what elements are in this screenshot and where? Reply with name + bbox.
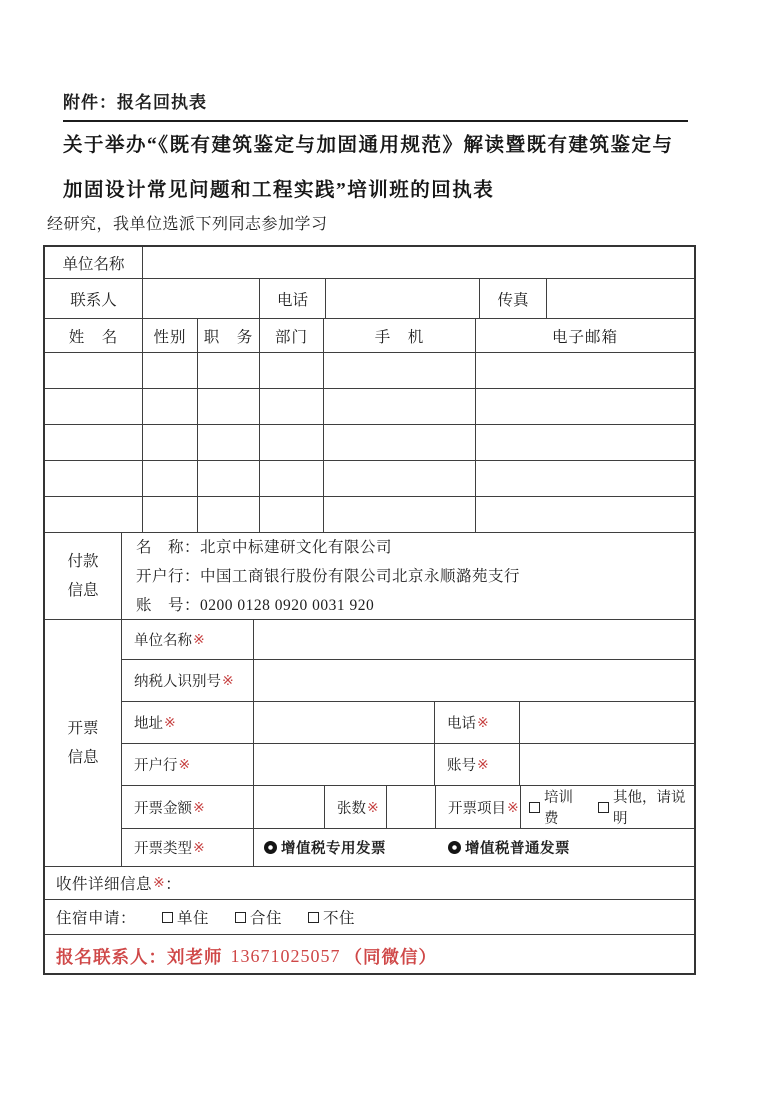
required-mark: ※	[193, 631, 205, 647]
empty-cell	[143, 461, 198, 496]
required-mark: ※	[193, 839, 205, 855]
invoice-count-input-cell	[387, 786, 436, 828]
contact-name: 报名联系人：刘老师	[56, 946, 223, 967]
label-text: 纳税人识别号	[134, 674, 221, 690]
doc-title-line1: 关于举办“《既有建筑鉴定与加固通用规范》解读暨既有建筑鉴定与	[63, 135, 674, 156]
registration-table	[43, 245, 696, 975]
checkbox-icon	[308, 912, 319, 923]
payment-details	[122, 533, 694, 619]
empty-cell	[476, 497, 694, 532]
required-mark: ※	[164, 714, 176, 730]
invoice-bank-input-cell	[254, 744, 435, 785]
checkbox-icon	[529, 802, 540, 813]
option-label: 单住	[177, 910, 210, 927]
empty-cell	[260, 497, 324, 532]
invoice-bank-label	[122, 744, 254, 785]
attachment-heading: 附件：报名回执表	[63, 88, 688, 122]
header-email: 电子邮箱	[551, 328, 618, 346]
option-training-fee	[529, 786, 584, 828]
fax-input-cell	[547, 279, 694, 318]
attendee-empty-row	[45, 425, 694, 461]
invoice-amount-row	[122, 786, 694, 829]
required-mark: ※	[477, 714, 489, 730]
label-text: 单位名称	[134, 633, 192, 649]
radio-icon	[448, 841, 461, 854]
invoice-item-label	[436, 786, 521, 828]
invoice-phone-label	[435, 702, 520, 743]
option-shared-room	[235, 906, 282, 928]
lodging-row	[45, 900, 694, 935]
radio-icon	[264, 841, 277, 854]
option-label: 不住	[323, 910, 356, 927]
empty-cell	[143, 389, 198, 424]
empty-cell	[260, 425, 324, 460]
empty-cell	[198, 461, 260, 496]
empty-cell	[143, 353, 198, 388]
invoice-taxpayer-row	[122, 660, 694, 702]
lodging-label: 住宿申请：	[56, 910, 137, 927]
option-label: 其他，请说明	[613, 790, 686, 827]
invoice-label-line2: 信息	[67, 749, 99, 766]
invoice-type-label	[122, 829, 254, 866]
attendee-empty-row	[45, 497, 694, 533]
invoice-address-input-cell	[254, 702, 435, 743]
empty-cell	[198, 353, 260, 388]
label-text: 账号	[447, 758, 476, 774]
label-text: 开票项目	[448, 800, 506, 817]
invoice-unit-name-label	[122, 620, 254, 659]
attendee-empty-row	[45, 353, 694, 389]
option-other	[598, 786, 694, 828]
doc-title-line2: 加固设计常见问题和工程实践”培训班的回执表	[63, 180, 495, 201]
payee-bank: 开户行：中国工商银行股份有限公司北京永顺潞苑支行	[136, 567, 521, 585]
contact-label: 联系人	[45, 279, 143, 318]
fax-label: 传真	[480, 279, 547, 318]
invoice-info-block	[45, 620, 694, 867]
empty-cell	[260, 461, 324, 496]
payment-info-row	[45, 533, 694, 620]
attendee-empty-row	[45, 389, 694, 425]
invoice-type-row	[122, 829, 694, 866]
payment-label-line2: 信息	[67, 582, 99, 599]
required-mark: ※	[367, 798, 379, 815]
registration-contact-row	[45, 935, 694, 977]
required-mark: ※	[477, 756, 489, 772]
invoice-account-input-cell	[520, 744, 694, 785]
invoice-label-line1: 开票	[67, 720, 99, 737]
invoice-count-label	[325, 786, 387, 828]
invoice-account-label	[435, 744, 520, 785]
recipient-info-label	[45, 867, 694, 899]
empty-cell	[324, 497, 476, 532]
checkbox-icon	[162, 912, 173, 923]
payment-info-label	[45, 533, 122, 619]
invoice-amount-label	[122, 786, 254, 828]
label-text: 开户行	[134, 758, 178, 774]
empty-cell	[476, 461, 694, 496]
empty-cell	[476, 425, 694, 460]
invoice-unit-name-input-cell	[254, 620, 694, 659]
contact-wechat-note: （同微信）	[344, 946, 437, 967]
empty-cell	[260, 389, 324, 424]
option-vat-general	[448, 837, 570, 858]
payee-account: 账 号：0200 0128 0920 0031 920	[136, 596, 375, 614]
empty-cell	[198, 389, 260, 424]
label-text: 电话	[447, 716, 476, 732]
invoice-bank-row	[122, 744, 694, 786]
required-mark: ※	[178, 756, 191, 772]
invoice-rows	[122, 620, 694, 866]
header-department: 部门	[260, 319, 324, 352]
option-label: 合住	[250, 910, 283, 927]
empty-cell	[45, 425, 143, 460]
label-text: 张数	[337, 800, 366, 817]
required-mark: ※	[222, 672, 234, 688]
lodging-options	[45, 900, 694, 934]
invoice-address-row	[122, 702, 694, 744]
label-text: 开票金额	[134, 800, 192, 817]
empty-cell	[45, 497, 143, 532]
contact-phone-number: 13671025057	[230, 945, 341, 966]
invoice-unit-name-row	[122, 620, 694, 660]
label-text: 地址	[134, 716, 163, 732]
required-mark: ※	[153, 875, 166, 891]
header-gender: 性别	[143, 319, 198, 352]
attendee-header-row	[45, 319, 694, 353]
required-mark: ※	[193, 798, 205, 815]
attendee-empty-row	[45, 461, 694, 497]
payment-label-line1: 付款	[67, 553, 99, 570]
header-position: 职 务	[198, 319, 260, 352]
option-label: 增值税专用发票	[281, 841, 386, 857]
invoice-taxpayer-label	[122, 660, 254, 701]
invoice-taxpayer-input-cell	[254, 660, 694, 701]
label-text: 收件详细信息	[56, 876, 153, 893]
option-single-room	[162, 906, 209, 928]
empty-cell	[260, 353, 324, 388]
empty-cell	[198, 497, 260, 532]
unit-name-input-cell	[143, 247, 694, 278]
option-vat-special	[264, 837, 386, 858]
payee-name: 名 称：北京中标建研文化有限公司	[136, 538, 393, 556]
empty-cell	[476, 389, 694, 424]
empty-cell	[45, 461, 143, 496]
empty-cell	[324, 425, 476, 460]
phone-label: 电话	[260, 279, 326, 318]
empty-cell	[143, 425, 198, 460]
invoice-amount-input-cell	[254, 786, 325, 828]
header-mobile: 手 机	[324, 319, 476, 352]
intro-text: 经研究，我单位选派下列同志参加学习	[47, 216, 328, 233]
invoice-phone-input-cell	[520, 702, 694, 743]
invoice-item-options	[521, 786, 694, 828]
header-name: 姓 名	[45, 319, 143, 352]
empty-cell	[476, 353, 694, 388]
empty-cell	[324, 353, 476, 388]
unit-name-label: 单位名称	[45, 247, 143, 278]
checkbox-icon	[598, 802, 609, 813]
invoice-address-label	[122, 702, 254, 743]
empty-cell	[143, 497, 198, 532]
label-text: 开票类型	[134, 841, 192, 857]
recipient-info-row	[45, 867, 694, 900]
phone-input-cell	[326, 279, 480, 318]
checkbox-icon	[235, 912, 246, 923]
option-label: 增值税普通发票	[465, 841, 570, 857]
required-mark: ※	[507, 798, 519, 815]
empty-cell	[198, 425, 260, 460]
empty-cell	[324, 389, 476, 424]
empty-cell	[45, 353, 143, 388]
option-label: 培训费	[544, 790, 573, 827]
unit-name-row	[45, 247, 694, 279]
invoice-info-label	[45, 620, 122, 866]
invoice-type-options	[254, 829, 694, 866]
empty-cell	[45, 389, 143, 424]
contact-row	[45, 279, 694, 319]
colon: ：	[165, 876, 182, 893]
empty-cell	[324, 461, 476, 496]
contact-input-cell	[143, 279, 260, 318]
option-no-room	[308, 906, 355, 928]
